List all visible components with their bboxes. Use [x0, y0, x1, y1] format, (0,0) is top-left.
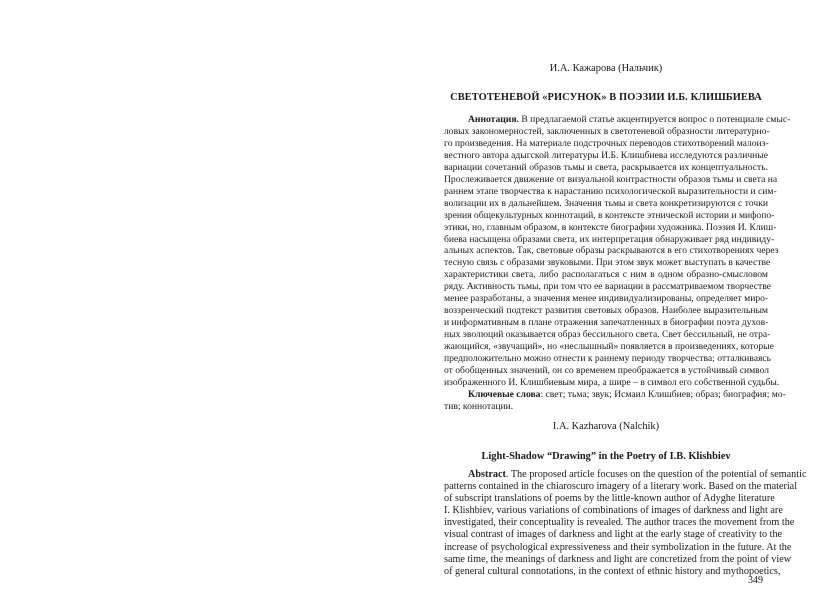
- abstract-ru-line: биева насыщена образами света, их интерпретация обнаруживает ряд индивиду-: [444, 233, 775, 245]
- abstract-ru-line: го произведения. На материале подстрочных переводов стихотворений малоиз-: [444, 137, 769, 149]
- author-en: I.A. Kazharova (Nalchik): [552, 421, 660, 432]
- abstract-ru-line: зрения общекультурных коннотаций, в контексте этнической истории и мифопо-: [444, 209, 775, 221]
- keywords-label-ru: Ключевые слова: [468, 388, 541, 400]
- abstract-ru-line: предположительно можно отнести к раннему периоду творчества; отталкиваясь: [444, 353, 772, 365]
- abstract-en-line: Abstract. The proposed article focuses on the question of the potential of semantic: [468, 469, 807, 480]
- keywords-ru-line: Ключевые слова: свет; тьма; звук; Исмаил Клишбиев; образ; биография; мо-: [468, 388, 786, 400]
- author-ru: И.А. Кажарова (Нальчик): [549, 63, 663, 74]
- abstract-en-line: investigated, their conceptuality is revealed. The author traces the movement from the: [444, 517, 795, 529]
- page-number: 349: [748, 575, 763, 586]
- article-title-en: Light-Shadow “Drawing” in the Poetry of I.B. Klishbiev: [481, 451, 731, 462]
- abstract-ru-line: раннем этапе творчества к нарастанию психологической выразительности и сим-: [444, 185, 777, 197]
- abstract-ru-line: ряду. Активность тьмы, при том что ее вариации в рассматриваемом творчестве: [444, 281, 771, 293]
- abstract-ru-line: ловых закономерностей, заключенных в светотеневой образности литературно-: [444, 125, 770, 137]
- abstract-ru-line: изображенного И. Клишбиевым мира, а шире – в символ его собственной судьбы.: [444, 376, 780, 388]
- abstract-ru-line: от обобщенных значений, он со временем преображается в устойчивый символ: [444, 365, 770, 377]
- abstract-label-ru: Аннотация.: [468, 114, 519, 125]
- abstract-en-line: of general cultural connotations, in the context of ethnic history and mythopoetics,: [444, 565, 781, 577]
- abstract-ru-line: тесную связь с образами звуковыми. При этом звук может выступать в качестве: [444, 257, 771, 269]
- abstract-ru-line: ных эволюций оказывается образ бессильного света. Свет бессильный, не отра-: [444, 329, 771, 341]
- keywords-ru-line: тив; коннотации.: [444, 400, 514, 412]
- abstract-ru-line: этики, но, главным образом, в контексте биографии художника. Поэзия И. Клиш-: [444, 221, 777, 233]
- abstract-ru-line: альных аспектов. Так, световые образы раскрываются в его стихотворениях через: [444, 245, 779, 257]
- abstract-en-line: I. Klishbiev, various variations of combinations of images of darkness and light are: [444, 505, 783, 517]
- abstract-en-line: increase of psychological expressiveness and their symbolization in the future. At the: [444, 541, 792, 553]
- abstract-en: [444, 469, 807, 578]
- abstract-ru-line: волизации их в дальнейшем. Значения тьмы и света конкретизируются с точки: [444, 197, 768, 209]
- abstract-label-en: Abstract: [468, 469, 506, 480]
- abstract-en-line: of subscript translations of poems by the little-known author of Adyghe literature: [444, 493, 775, 505]
- abstract-ru-line: Прослеживается движение от визуальной контрастности образов тьмы и света на: [444, 173, 778, 185]
- abstract-ru-line: жающийся, «звучащий», но «неслышный» появляется в произведениях, которые: [444, 341, 774, 353]
- abstract-ru-line: и информативным в плане отражения запечатленных в биографии поэта духов-: [444, 317, 769, 329]
- article-title-ru: СВЕТОТЕНЕВОЙ «РИСУНОК» В ПОЭЗИИ И.Б. КЛИШБИЕВА: [450, 92, 762, 103]
- abstract-ru-line: вестного автора адыгской литературы И.Б. Клишбиева исследуются различные: [444, 149, 768, 161]
- abstract-ru-line: характеристики света, либо располагаться с ним в одном образно-смысловом: [444, 269, 768, 281]
- abstract-ru: [444, 114, 791, 413]
- abstract-ru-line: вариации сочетаний образов тьмы и света, раскрывается их концептуальность.: [444, 161, 768, 173]
- abstract-en-line: patterns contained in the chiaroscuro imagery of a literary work. Based on the material: [444, 481, 798, 493]
- abstract-en-line: same time, the meanings of darkness and light are concretized from the point of view: [444, 553, 792, 565]
- abstract-en-line: visual contrast of images of darkness and light at the early stage of creativity to the: [444, 529, 783, 541]
- abstract-ru-line: Аннотация. В предлагаемой статье акцентируется вопрос о потенциале смыс-: [468, 114, 791, 125]
- abstract-ru-line: воззренческий подтекст развития световых образов. Наиболее выразительным: [444, 305, 768, 317]
- abstract-ru-line: менее разработаны, а значения менее индивидуализированы, определяет миро-: [444, 293, 769, 305]
